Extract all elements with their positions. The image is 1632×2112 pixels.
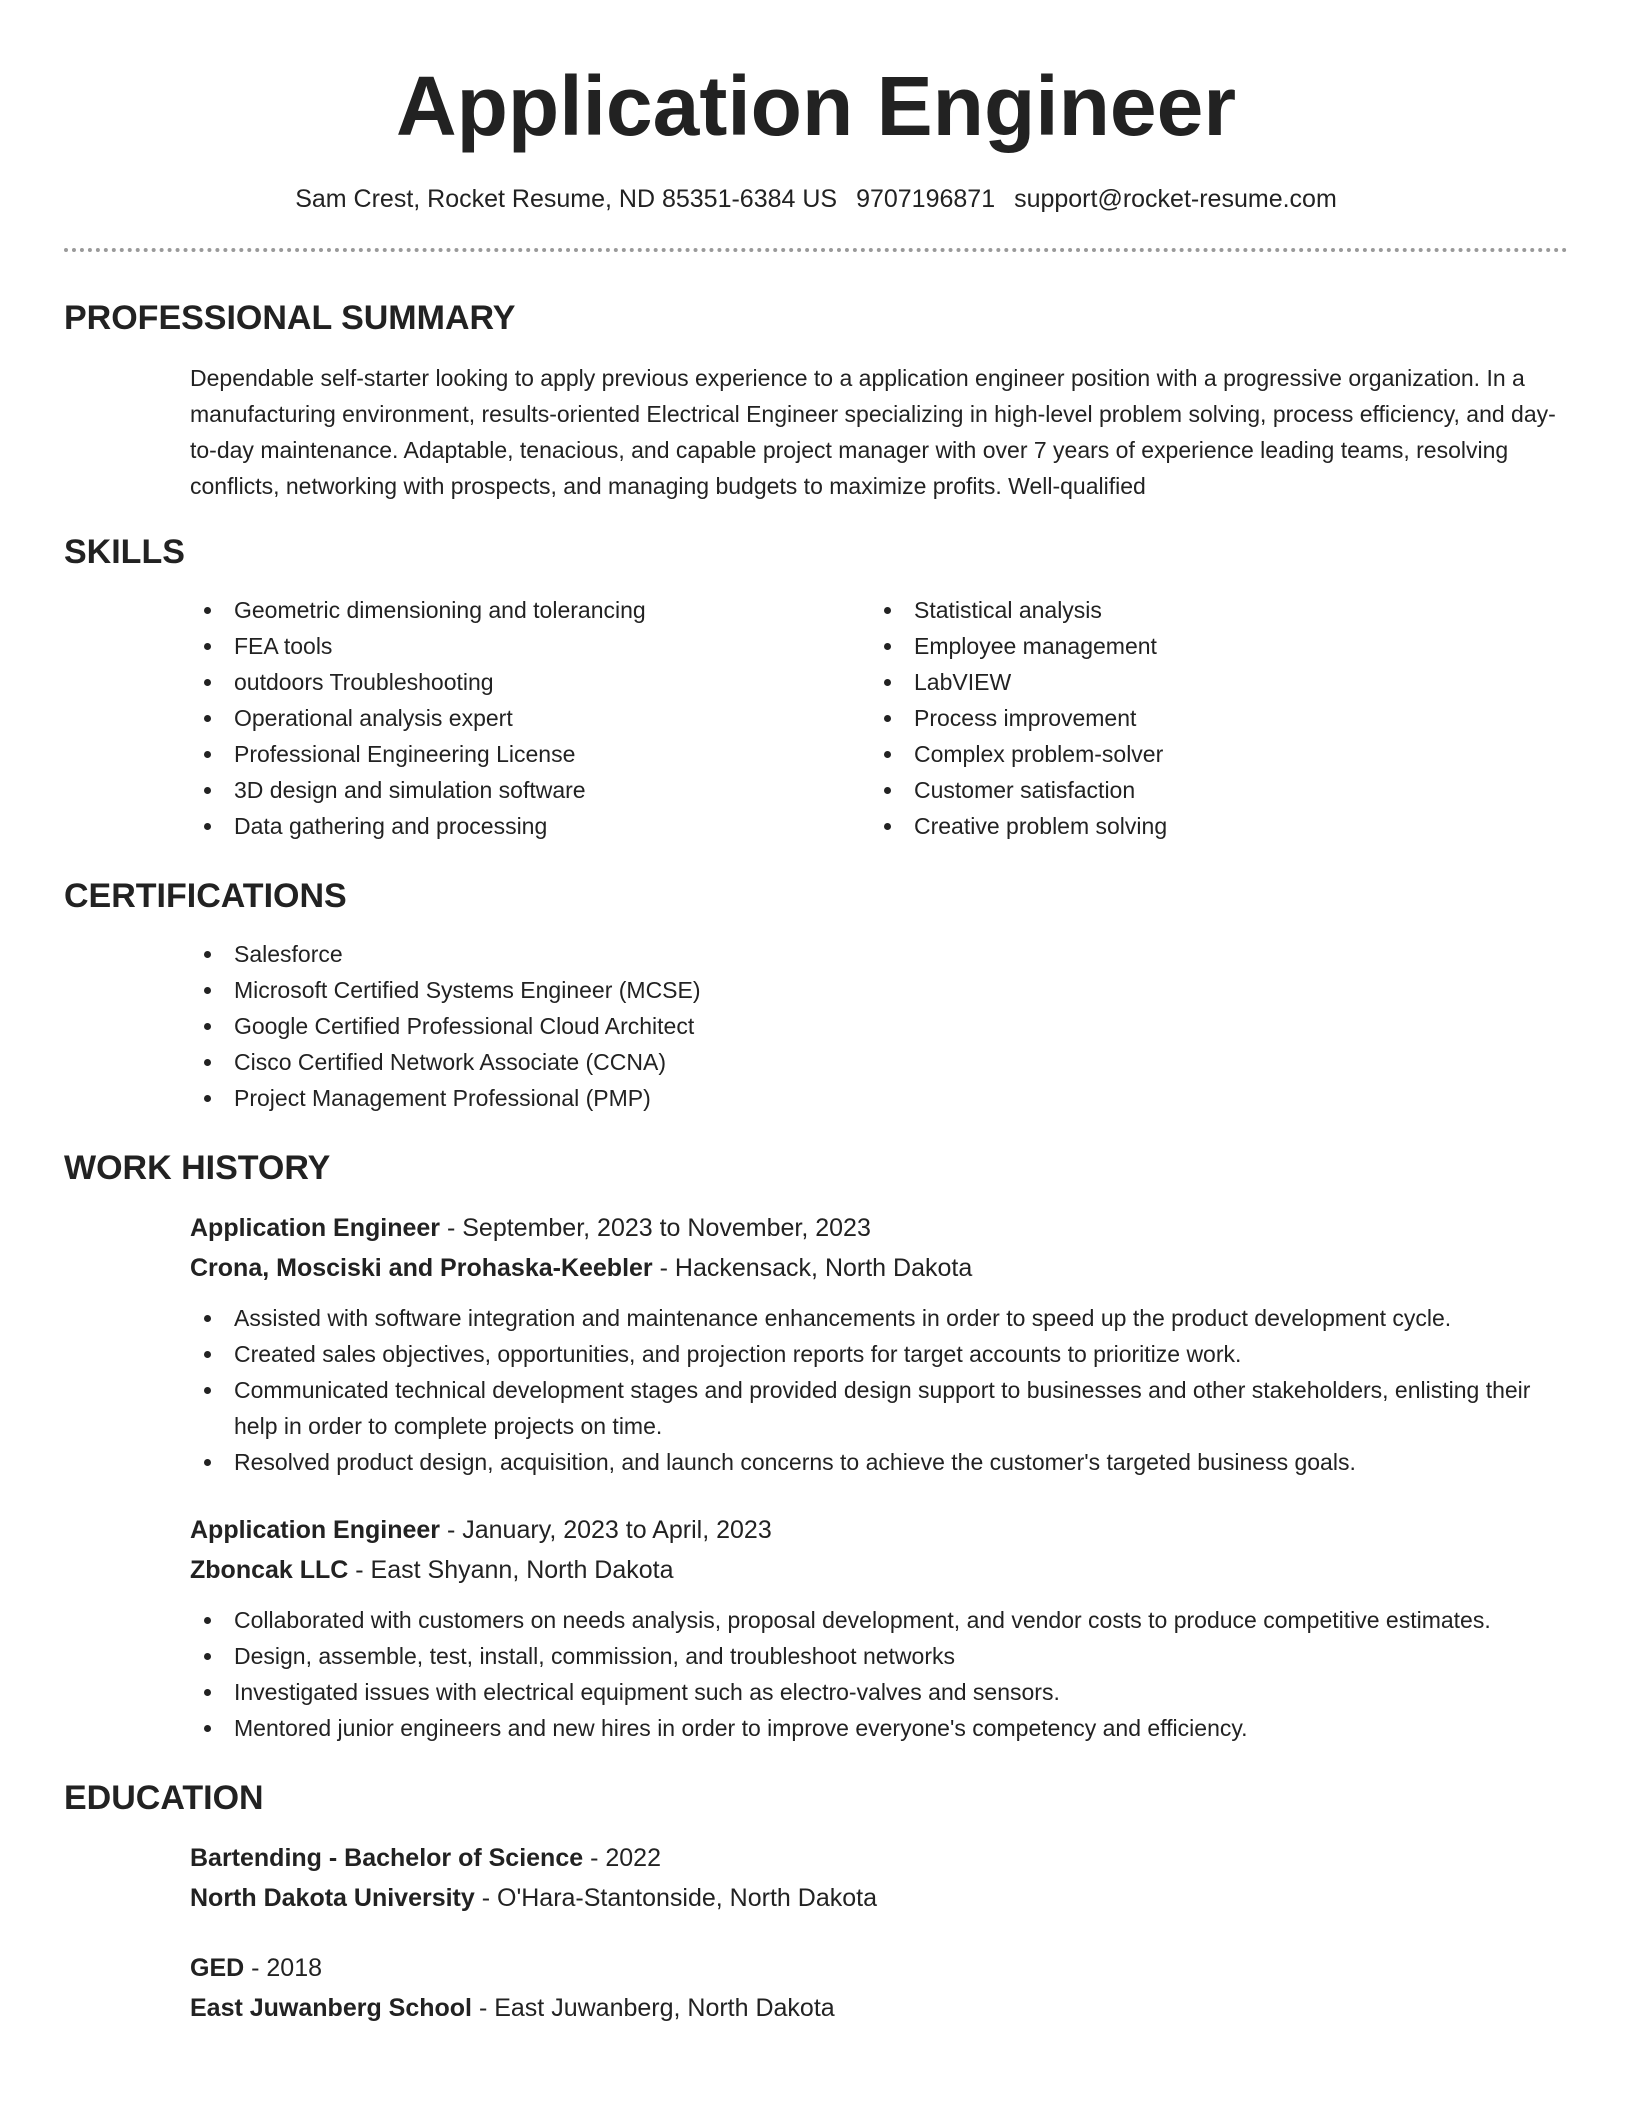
contact-email: support@rocket-resume.com	[1014, 185, 1337, 213]
certification-item: Cisco Certified Network Associate (CCNA)	[190, 1044, 1568, 1080]
certifications-section	[64, 874, 1568, 1116]
job-bullets	[64, 1602, 1568, 1746]
job-company: Crona, Mosciski and Prohaska-Keebler	[190, 1254, 653, 1282]
job-bullet: Collaborated with customers on needs analysis, proposal development, and vendor costs to produce competitive estimates.	[190, 1602, 1568, 1638]
header-divider	[64, 248, 1568, 252]
education-section	[64, 1776, 1568, 2028]
skill-item: Creative problem solving	[870, 808, 1550, 844]
job-entry	[190, 1510, 1568, 1746]
job-title-line	[190, 1510, 1568, 1550]
job-bullet: Created sales objectives, opportunities, and projection reports for target accounts to prioritize work.	[190, 1336, 1568, 1372]
skill-item: Complex problem-solver	[870, 736, 1550, 772]
skill-item: Operational analysis expert	[190, 700, 870, 736]
education-entry	[190, 1838, 1568, 1918]
skill-item: outdoors Troubleshooting	[190, 664, 870, 700]
skill-item: Statistical analysis	[870, 592, 1550, 628]
skills-heading: SKILLS	[64, 533, 185, 571]
certifications-list	[190, 936, 1568, 1116]
certification-item: Project Management Professional (PMP)	[190, 1080, 1568, 1116]
contact-line	[64, 182, 1568, 216]
skill-item: Employee management	[870, 628, 1550, 664]
resume-title: Application Engineer	[395, 59, 1237, 153]
skill-item: Professional Engineering License	[190, 736, 870, 772]
education-entry	[190, 1948, 1568, 2028]
job-company: Zboncak LLC	[190, 1556, 349, 1584]
skills-columns	[190, 592, 1568, 844]
education-heading: EDUCATION	[64, 1779, 264, 1817]
job-company-line	[190, 1248, 1568, 1288]
job-company-line	[190, 1550, 1568, 1590]
skill-item: Geometric dimensioning and tolerancing	[190, 592, 870, 628]
skill-item: Customer satisfaction	[870, 772, 1550, 808]
work-section	[64, 1146, 1568, 1746]
education-school-line	[190, 1988, 1568, 2028]
job-location: - Hackensack, North Dakota	[652, 1254, 973, 1282]
job-bullet: Assisted with software integration and maintenance enhancements in order to speed up the product development cycle.	[190, 1300, 1568, 1336]
job-title: Application Engineer	[190, 1516, 441, 1544]
skill-item: Process improvement	[870, 700, 1550, 736]
job-bullet: Investigated issues with electrical equipment such as electro-valves and sensors.	[190, 1674, 1568, 1710]
summary-text: Dependable self-starter looking to apply previous experience to a application engineer position with a progressive organization. In a manufacturing environment, results-oriented Electrical Engineer specializing in high-level problem solving, process efficiency, and day-to-day maintenance. Adaptable, tenacious, and capable project manager with over 7 years of experience leading teams, resolving conflicts, networking with prospects, and managing budgets to maximize profits. Well-qualified	[190, 365, 1556, 499]
education-location: - East Juwanberg, North Dakota	[472, 1994, 835, 2022]
contact-address: Sam Crest, Rocket Resume, ND 85351-6384 US	[295, 185, 838, 213]
job-title: Application Engineer	[190, 1214, 441, 1242]
education-school-line	[190, 1878, 1568, 1918]
skill-item: LabVIEW	[870, 664, 1550, 700]
education-degree: GED	[190, 1954, 245, 1982]
job-location: - East Shyann, North Dakota	[348, 1556, 674, 1584]
contact-phone: 9707196871	[856, 185, 996, 213]
education-year: - 2022	[583, 1844, 661, 1872]
certification-item: Salesforce	[190, 936, 1568, 972]
skill-item: Data gathering and processing	[190, 808, 870, 844]
skill-item: FEA tools	[190, 628, 870, 664]
job-bullet: Design, assemble, test, install, commission, and troubleshoot networks	[190, 1638, 1568, 1674]
job-dates: - January, 2023 to April, 2023	[440, 1516, 772, 1544]
certifications-heading: CERTIFICATIONS	[64, 877, 347, 915]
education-year: - 2018	[244, 1954, 323, 1982]
work-heading: WORK HISTORY	[64, 1149, 331, 1187]
job-bullet: Communicated technical development stages and provided design support to businesses and other stakeholders, enlisting their help in order to complete projects on time.	[190, 1372, 1568, 1444]
job-bullet: Resolved product design, acquisition, and launch concerns to achieve the customer's targeted business goals.	[190, 1444, 1568, 1480]
certification-item: Google Certified Professional Cloud Architect	[190, 1008, 1568, 1044]
education-degree-line	[190, 1838, 1568, 1878]
certification-item: Microsoft Certified Systems Engineer (MCSE)	[190, 972, 1568, 1008]
job-entry	[190, 1208, 1568, 1480]
education-school: East Juwanberg School	[190, 1994, 473, 2022]
education-location: - O'Hara-Stantonside, North Dakota	[474, 1884, 877, 1912]
job-title-line	[190, 1208, 1568, 1248]
job-bullet: Mentored junior engineers and new hires in order to improve everyone's competency and efficiency.	[190, 1710, 1568, 1746]
summary-heading: PROFESSIONAL SUMMARY	[64, 299, 516, 337]
education-degree-line	[190, 1948, 1568, 1988]
skills-list-left	[190, 592, 870, 844]
skills-section	[64, 530, 1568, 844]
job-dates: - September, 2023 to November, 2023	[440, 1214, 871, 1242]
skills-list-right	[870, 592, 1550, 844]
education-school: North Dakota University	[190, 1884, 475, 1912]
skill-item: 3D design and simulation software	[190, 772, 870, 808]
summary-section	[64, 296, 1568, 504]
education-degree: Bartending - Bachelor of Science	[190, 1844, 584, 1872]
job-bullets	[64, 1300, 1568, 1480]
